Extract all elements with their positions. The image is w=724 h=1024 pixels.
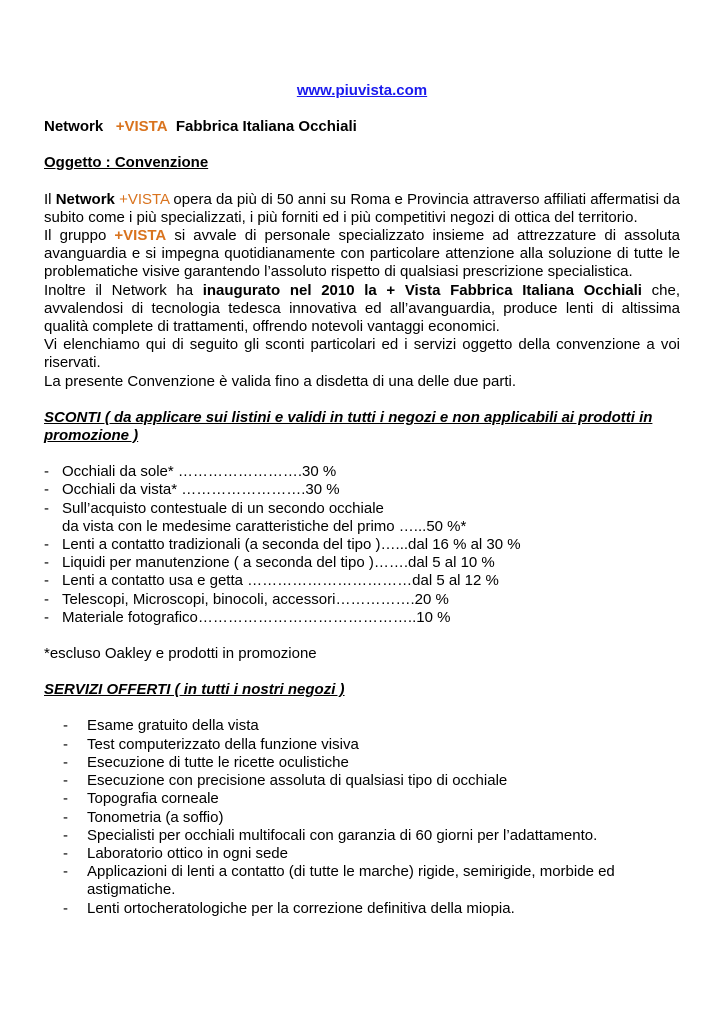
p1-brand: +VISTA (119, 190, 170, 208)
sconti-list (44, 463, 680, 627)
list-item (44, 717, 680, 735)
exclusion-note: *escluso Oakley e prodotti in promozione (44, 645, 317, 663)
servizi-list (44, 717, 680, 917)
p2-text-c: si avvale di personale specializzato insieme ad attrezzature di assoluta avanguardia e si impegna quotidianamente con particolare attenzione alla soluzione di tutte le problematiche visive garantendo l’assoluto rispetto di qualsiasi prescrizione specialistica. (44, 227, 681, 281)
p1-text-d: opera da più di 50 anni su Roma e Provincia attraverso affiliati affermatisi da subito come i più specializzati, i più forniti ed i più competitivi negozi di ottica del territorio. (44, 190, 680, 226)
paragraph-5: La presente Convenzione è valida fino a disdetta di una delle due parti. (44, 372, 516, 390)
list-item (44, 481, 680, 499)
dash-marker: - (63, 844, 68, 862)
dash-marker: - (63, 772, 68, 790)
document-page (44, 82, 680, 918)
p2-brand: +VISTA (114, 227, 167, 245)
p3-text-c: che, avvalendosi di tecnologia tedesca innovativa ed all’avanguardia, produce lenti di altissima qualità complete di trattamenti, offrendo notevoli vantaggi economici. (44, 281, 680, 336)
dash-marker: - (44, 554, 49, 572)
item-text: Lenti a contatto usa e getta ……………………………dal 5 al 12 % (62, 572, 499, 590)
dash-marker: - (63, 863, 68, 881)
item-text: Test computerizzato della funzione visiva (87, 735, 359, 753)
p3-text-a: Inoltre il Network ha (44, 281, 203, 299)
dash-marker: - (44, 608, 49, 626)
paragraph-3 (44, 282, 680, 337)
list-item (44, 772, 680, 790)
dash-marker: - (63, 808, 68, 826)
sconti-title: SCONTI ( da applicare sui listini e validi in tutti i negozi e non applicabili ai prodotti in promozione ) (44, 408, 653, 445)
dash-marker: - (63, 753, 68, 771)
title-factory: Fabbrica Italiana Occhiali (175, 118, 357, 136)
item-text: Occhiali da sole* …………………….30 % (62, 463, 337, 481)
item-text: Topografia corneale (87, 790, 219, 808)
item-text: Lenti ortocheratologiche per la correzione definitiva della miopia. (87, 899, 515, 917)
item-text: Lenti a contatto tradizionali (a seconda del tipo )…...dal 16 % al 30 % (62, 536, 521, 554)
dash-marker: - (63, 899, 68, 917)
item-text: Tonometria (a soffio) (87, 808, 224, 826)
dash-marker: - (44, 536, 49, 554)
dash-marker: - (63, 735, 68, 753)
list-item (44, 609, 680, 627)
servizi-title: SERVIZI OFFERTI ( in tutti i nostri negozi ) (44, 681, 345, 699)
dash-marker: - (63, 790, 68, 808)
dash-marker: - (44, 481, 49, 499)
dash-marker: - (44, 590, 49, 608)
list-item (44, 536, 680, 554)
item-text: Esecuzione con precisione assoluta di qualsiasi tipo di occhiale (87, 772, 508, 790)
item-text: Esecuzione di tutte le ricette oculistiche (87, 753, 349, 771)
subject-line: Oggetto : Convenzione (44, 154, 209, 172)
paragraph-1 (44, 191, 680, 227)
p1-text-a: Il (44, 190, 56, 208)
list-item (44, 500, 680, 536)
p1-network: Network (55, 190, 115, 208)
item-text: Esame gratuito della vista (87, 717, 259, 735)
dash-marker: - (44, 499, 49, 517)
list-item (44, 463, 680, 481)
list-item (44, 845, 680, 863)
title-network: Network (44, 118, 104, 136)
list-item (44, 554, 680, 572)
p2-text-a: Il gruppo (44, 227, 115, 245)
dash-marker: - (44, 572, 49, 590)
list-item (44, 809, 680, 827)
website-link[interactable]: www.piuvista.com (296, 82, 428, 99)
list-item (44, 736, 680, 754)
paragraph-4: Vi elenchiamo qui di seguito gli sconti particolari ed i servizi oggetto della convenzione a voi riservati. (44, 336, 680, 372)
item-text: Applicazioni di lenti a contatto (di tutte le marche) rigide, semirigide, morbide ed astigmatiche. (87, 863, 615, 899)
item-text-cont: da vista con le medesime caratteristiche del primo …...50 %* (62, 517, 467, 535)
list-item (44, 591, 680, 609)
item-text: Materiale fotografico……………………………………..10 % (62, 608, 451, 626)
title-brand: +VISTA (115, 118, 168, 136)
list-item (44, 790, 680, 808)
item-text: Telescopi, Microscopi, binocoli, accessori…………….20 % (62, 590, 449, 608)
item-text: Occhiali da vista* …………………….30 % (62, 481, 340, 499)
item-text: Liquidi per manutenzione ( a seconda del tipo )…….dal 5 al 10 % (62, 554, 495, 572)
p3-bold: inaugurato nel 2010 la + Vista Fabbrica Italiana Occhiali (202, 281, 642, 299)
title-line (44, 118, 680, 136)
item-text: Sull’acquisto contestuale di un secondo occhiale (62, 499, 384, 517)
list-item (44, 572, 680, 590)
dash-marker: - (63, 826, 68, 844)
list-item (44, 754, 680, 772)
dash-marker: - (44, 463, 49, 481)
list-item (44, 863, 680, 899)
item-text: Laboratorio ottico in ogni sede (87, 844, 288, 862)
item-text: Specialisti per occhiali multifocali con garanzia di 60 giorni per l’adattamento. (87, 826, 598, 844)
dash-marker: - (63, 717, 68, 735)
list-item (44, 900, 680, 918)
paragraph-2 (44, 227, 680, 282)
list-item (44, 827, 680, 845)
